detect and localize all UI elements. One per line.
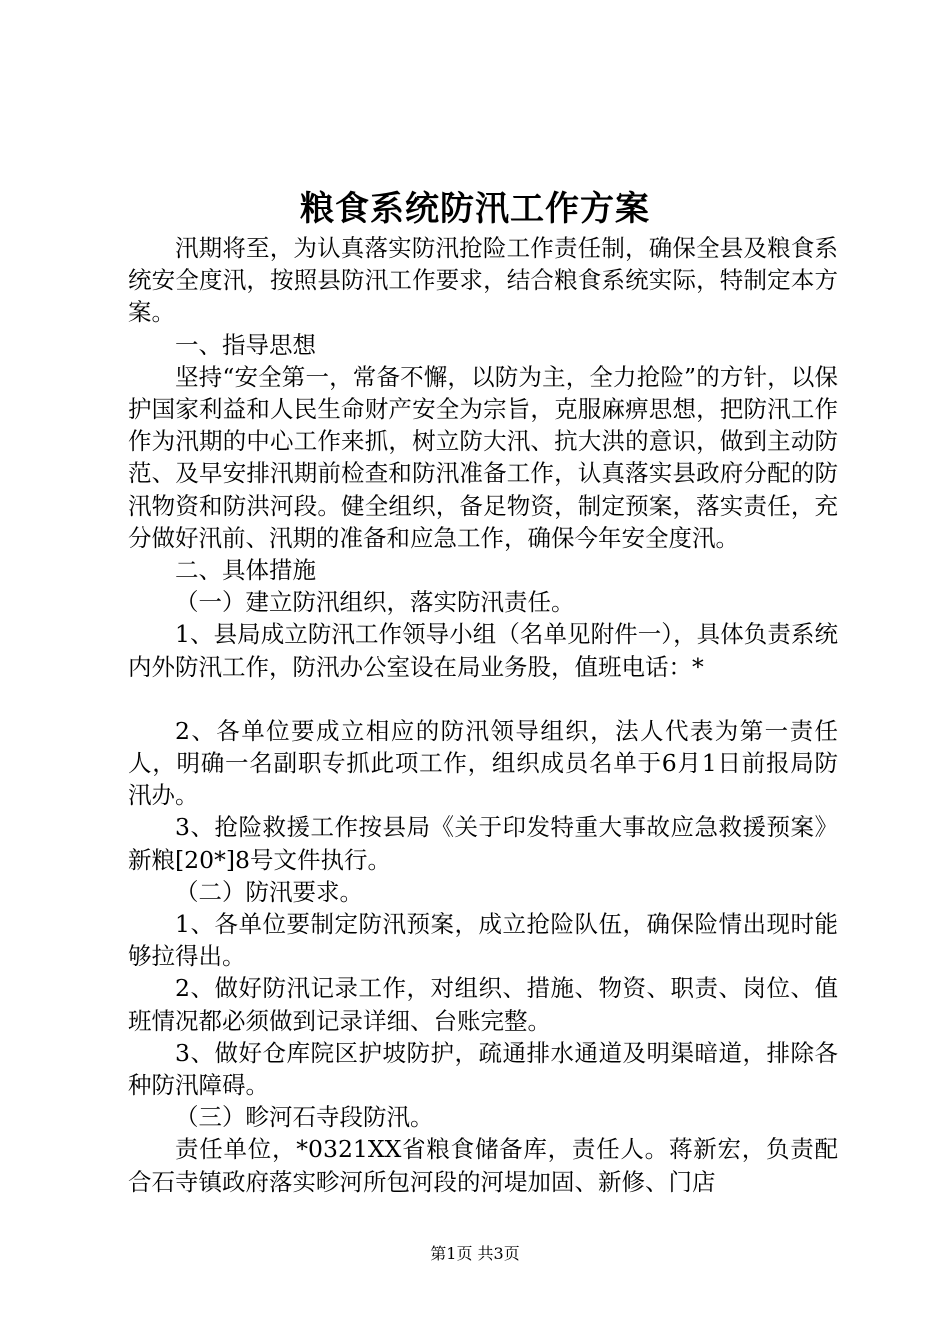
paragraph-river-section: 责任单位，*0321XX省粮食储备库，责任人。蒋新宏，负责配合石寺镇政府落实畛河所包河段的河堤加固、新修、门店 (128, 1135, 838, 1196)
section-heading-guiding-thought: 一、指导思想 (175, 330, 316, 359)
subsection-heading-organization: （一）建立防汛组织，落实防汛责任。 (175, 588, 575, 617)
document-body (128, 232, 838, 1198)
subsection-heading-river-section: （三）畛河石寺段防汛。 (175, 1103, 434, 1132)
paragraph-requirement-3: 3、做好仓库院区护坡防护，疏通排水通道及明渠暗道，排除各种防汛障碍。 (128, 1038, 838, 1100)
paragraph-intro: 汛期将至，为认真落实防汛抢险工作责任制，确保全县及粮食系统安全度汛，按照县防汛工作要求，结合粮食系统实际，特制定本方案。 (128, 234, 838, 327)
paragraph-guiding-thought: 坚持“安全第一，常备不懈，以防为主，全力抢险”的方针，以保护国家利益和人民生命财产安全为宗旨，克服麻痹思想，把防汛工作作为汛期的中心工作来抓，树立防大汛、抗大洪的意识，做到主动防范、及早安排汛期前检查和防汛准备工作，认真落实县政府分配的防汛物资和防洪河段。健全组织，备足物资，制定预案，落实责任，充分做好汛前、汛期的准备和应急工作，确保今年安全度汛。 (128, 362, 838, 552)
paragraph-item-3-rescue: 3、抢险救援工作按县局《关于印发特重大事故应急救援预案》新粮[20*]8号文件执行。 (128, 813, 838, 874)
paragraph-item-2-unit-organization: 2、各单位要成立相应的防汛领导组织，法人代表为第一责任人，明确一名副职专抓此项工作，组织成员名单于6月1日前报局防汛办。 (128, 716, 838, 810)
page-footer: 第1页 共3页 (430, 1244, 520, 1263)
blank-line (128, 683, 838, 715)
section-heading-measures: 二、具体措施 (175, 556, 316, 585)
paragraph-item-1-leadership-group: 1、县局成立防汛工作领导小组（名单见附件一），具体负责系统内外防汛工作，防汛办公室设在局业务股，值班电话：* (128, 620, 838, 681)
paragraph-requirement-2: 2、做好防汛记录工作，对组织、措施、物资、职责、岗位、值班情况都必须做到记录详细、台账完整。 (128, 974, 838, 1035)
subsection-heading-requirements: （二）防汛要求。 (175, 877, 363, 906)
document-title: 粮食系统防汛工作方案 (300, 189, 650, 229)
paragraph-requirement-1: 1、各单位要制定防汛预案，成立抢险队伍，确保险情出现时能够拉得出。 (128, 910, 838, 971)
